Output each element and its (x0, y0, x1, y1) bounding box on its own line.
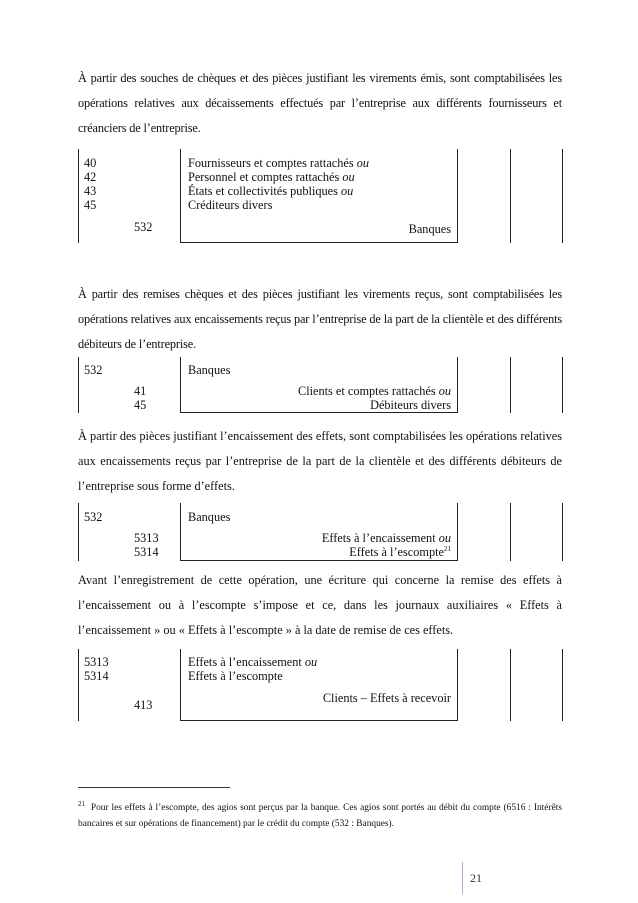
credit-account: 532 (134, 220, 153, 234)
page-number-bar (462, 862, 463, 894)
debit-label: Créditeurs divers (188, 198, 273, 212)
debit-label: États et collectivités publiques ou (188, 184, 354, 198)
paragraph-effets: À partir des pièces justifiant l’encaissement des effets, sont comptabilisées les opérations relatives aux encaissements reçus par l’entreprise de la part de la clientèle et des différents débiteurs de l’entreprise sous forme d’effets. (78, 429, 562, 493)
footnote (78, 800, 562, 832)
debit-label: Fournisseurs et comptes rattachés ou (188, 156, 369, 170)
footnote-text: Pour les effets à l’escompte, des agios sont perçus par la banque. Ces agios sont portés au débit du compte (6516 : Intérêts bancaires et sur opérations de financement) par le crédit du compte (532 : Banques). (78, 803, 562, 829)
credit-account: 41 (134, 384, 147, 398)
debit-account: 532 (84, 510, 103, 524)
credit-label: Banques (408, 222, 451, 236)
journal-entry-decaissements (78, 149, 562, 243)
credit-label: Clients et comptes rattachés ou (298, 384, 451, 398)
debit-label: Personnel et comptes rattachés ou (188, 170, 355, 184)
debit-account: 40 (84, 156, 97, 170)
debit-label: Banques (188, 510, 231, 524)
debit-label: Effets à l’encaissement ou (188, 655, 318, 669)
journal-entry-effets (78, 503, 562, 561)
credit-label: Clients – Effets à recevoir (322, 691, 451, 705)
credit-account: 5313 (134, 531, 159, 545)
debit-label: Effets à l’escompte (188, 669, 283, 683)
credit-label: Effets à l’encaissement ou (321, 531, 451, 545)
debit-account: 42 (84, 170, 97, 184)
paragraph-remise-effets: Avant l’enregistrement de cette opération, une écriture qui concerne la remise des effets à l’encaissement ou à l’escompte s’impose et ce, dans les journaux auxiliaires « Effets à l’encaissement » ou « Effets à l’escompte » à la date de remise de ces effets. (78, 573, 562, 637)
footnote-separator (78, 787, 230, 788)
journal-entry-remise-effets (78, 649, 562, 721)
footnote-reference[interactable]: 21 (444, 544, 451, 553)
debit-account: 43 (84, 184, 97, 198)
page-number: 21 (470, 871, 482, 885)
debit-account: 5314 (84, 669, 109, 683)
credit-account: 45 (134, 398, 147, 412)
credit-account: 5314 (134, 545, 159, 559)
debit-account: 45 (84, 198, 97, 212)
debit-label: Banques (188, 363, 231, 377)
paragraph-encaissements: À partir des remises chèques et des pièces justifiant les virements reçus, sont comptabilisées les opérations relatives aux encaissements reçus par l’entreprise de la part de la clientèle et des différents débiteurs de l’entreprise. (78, 287, 562, 351)
paragraph-decaissements: À partir des souches de chèques et des pièces justifiant les virements émis, sont comptabilisées les opérations relatives aux décaissements effectués par l’entreprise aux différents fournisseurs et créanciers de l’entreprise. (78, 71, 562, 135)
debit-account: 5313 (84, 655, 109, 669)
credit-account: 413 (134, 698, 153, 712)
footnote-number: 21 (78, 799, 85, 808)
credit-label: Effets à l’escompte$^{21}$ (349, 544, 451, 559)
debit-account: 532 (84, 363, 103, 377)
credit-label: Débiteurs divers (370, 398, 451, 412)
journal-entry-encaissements (78, 357, 562, 413)
